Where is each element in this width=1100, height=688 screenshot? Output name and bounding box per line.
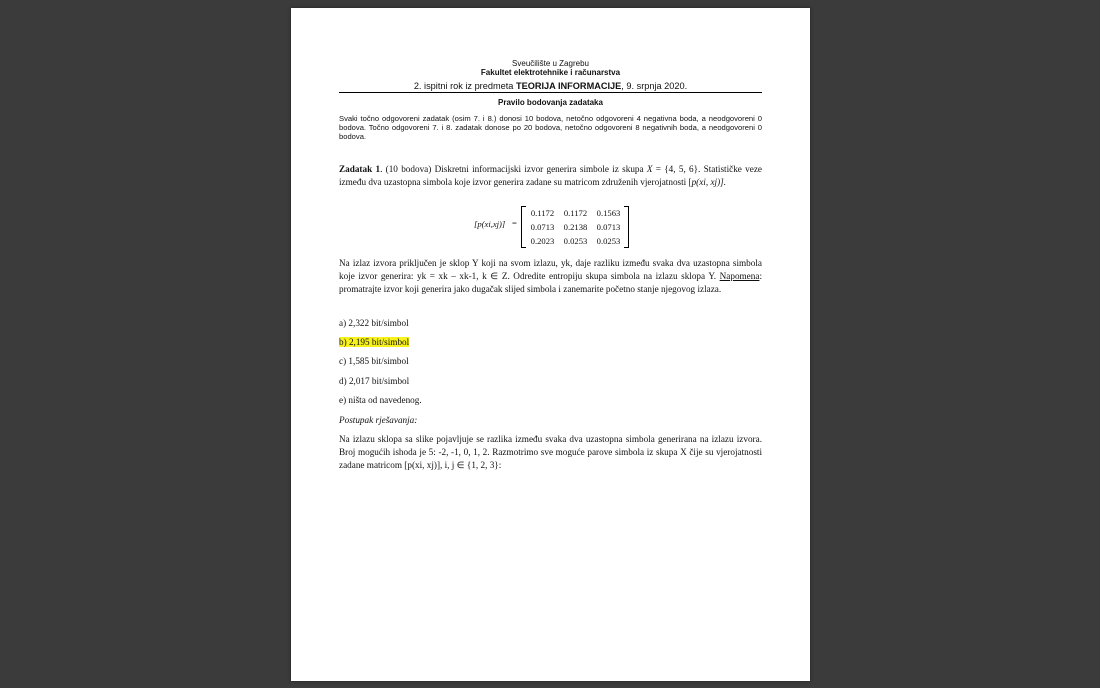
- answer-option-e: e) ništa od navedenog.: [339, 395, 422, 405]
- matrix-equals: =: [512, 218, 517, 228]
- matrix-cell: 0.1563: [596, 208, 621, 218]
- exam-date: , 9. srpnja 2020.: [621, 81, 688, 91]
- answer-option-b: [339, 337, 409, 347]
- matrix-cell: 0.0713: [596, 222, 621, 232]
- matrix-cell: 0.0253: [596, 236, 621, 246]
- matrix-bracket-right: [624, 206, 629, 248]
- matrix-cell: 0.1172: [563, 208, 588, 218]
- exam-title: [291, 81, 810, 91]
- answer-option-d: d) 2,017 bit/simbol: [339, 376, 410, 386]
- matrix-label: [p(xi,xj)]: [474, 219, 506, 229]
- faculty-name: Fakultet elektrotehnike i računarstva: [480, 68, 621, 77]
- answer-option-a: a) 2,322 bit/simbol: [339, 318, 409, 328]
- procedure-heading: Postupak rješavanja:: [339, 415, 418, 425]
- task-title: Zadatak 1: [339, 164, 381, 174]
- matrix-cell: 0.2023: [530, 236, 555, 246]
- document-page: [291, 8, 810, 681]
- answer-option-c: c) 1,585 bit/simbol: [339, 356, 409, 366]
- matrix-cell: 0.2138: [563, 222, 588, 232]
- highlighted-answer: b) 2,195 bit/simbol: [339, 337, 410, 347]
- matrix-cell: 0.0253: [563, 236, 588, 246]
- rules-title: Pravilo bodovanja zadataka: [498, 98, 603, 107]
- matrix-cell: 0.1172: [530, 208, 555, 218]
- task-intro: Zadatak 1. (10 bodova) Diskretni informacijski izvor generira simbole iz skupa X = {4, 5, 6}. Statističke veze između dva uzastopna simbola koje izvor generira zadane su matricom združenih vjerojatnosti [p(xi, xj)].: [339, 164, 762, 187]
- task-description: Na izlaz izvora priključen je sklop Y koji na svom izlazu, yk, daje razliku između svaka dva uzastopna simbola koje izvor generira: yk = xk – xk-1, k ∈ Z. Odredite entropiju skupa simbola na izlazu sklopa Y. Napomena: promatrajte izvor koji generira jako dugačak slijed simbola i zanemarite početno stanje njegovog izlaza.: [339, 258, 762, 294]
- rules-text: Svaki točno odgovoreni zadatak (osim 7. i 8.) donosi 10 bodova, netočno odgovoreni 4 negativna boda, a neodgovoreni 0 bodova. Točno odgovoreni 7. i 8. zadatak donose po 20 bodova, netočno odgovoreni 8 negativnih boda, a neodgovoreni 0 bodova.: [339, 114, 762, 141]
- solution-text: Na izlazu sklopa sa slike pojavljuje se razlika između svaka dva uzastopna simbola generirana na izlazu izvora. Broj mogućih ishoda je 5: -2, -1, 0, 1, 2. Razmotrimo sve moguće parove simbola iz skupa X čije su vjerojatnosti zadane matricom [p(xi, xj)], i, j ∈ {1, 2, 3}:: [339, 434, 762, 470]
- probability-matrix: [474, 205, 634, 249]
- exam-prefix: 2. ispitni rok iz predmeta: [413, 81, 516, 91]
- university-name: Sveučilište u Zagrebu: [512, 59, 589, 68]
- task-points: . (10 bodova): [380, 164, 435, 174]
- subject-name: TEORIJA INFORMACIJE: [515, 81, 622, 91]
- matrix-row: [526, 222, 626, 232]
- header-divider: [339, 92, 762, 93]
- matrix-cell: 0.0713: [530, 222, 555, 232]
- matrix-row: [526, 208, 626, 218]
- note-label: Napomena: [719, 271, 760, 281]
- matrix-row: [526, 236, 626, 246]
